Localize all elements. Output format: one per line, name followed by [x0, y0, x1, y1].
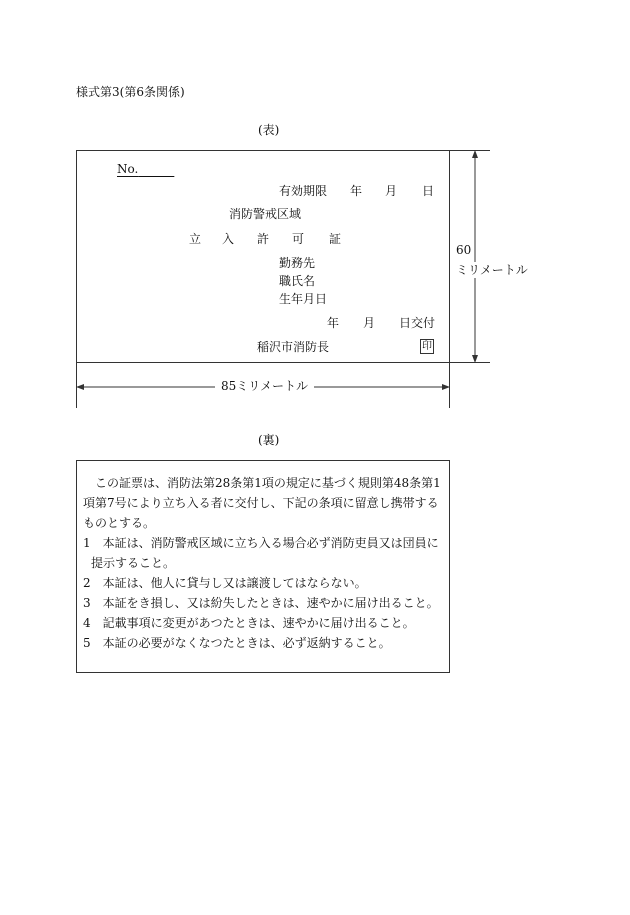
permit-title-char: 可 — [292, 232, 305, 246]
permit-title-char: 入 — [222, 232, 235, 246]
back-item: 3 本証をき損し、又は紛失したときは、速やかに届け出ること。 — [83, 596, 439, 610]
seal-mark: 印 — [422, 341, 432, 352]
permit-title-char: 許 — [257, 232, 270, 246]
issue-year: 年 — [327, 316, 340, 330]
back-item: 2 本証は、他人に貸与し又は譲渡してはならない。 — [83, 576, 367, 590]
permit-card-front — [76, 150, 450, 363]
back-text-block — [83, 473, 445, 653]
permit-title-char: 証 — [329, 232, 342, 246]
validity-day: 日 — [422, 184, 435, 198]
zone-label: 消防警戒区域 — [229, 207, 302, 221]
height-value: 60 — [456, 243, 472, 257]
workplace-label: 勤務先 — [279, 256, 316, 270]
issue-month: 月 — [363, 316, 376, 330]
position-name-label: 職氏名 — [279, 274, 316, 288]
back-item: 4 記載事項に変更があつたときは、速やかに届け出ること。 — [83, 616, 415, 630]
validity-month: 月 — [385, 184, 398, 198]
back-side-label: (裏) — [258, 433, 280, 447]
width-label: 85ミリメートル — [215, 380, 314, 392]
validity-year: 年 — [350, 184, 363, 198]
back-intro: この証票は、消防法第28条第1項の規定に基づく規則第48条第1項第7号により立ち入る者に交付し、下記の条項に留意し携帯するものとする。 — [83, 476, 441, 530]
validity-label: 有効期限 — [279, 184, 328, 198]
back-item: 5 本証の必要がなくなつたときは、必ず返納すること。 — [83, 636, 391, 650]
issue-day: 日交付 — [399, 316, 436, 330]
permit-title-char: 立 — [189, 232, 202, 246]
height-unit: ミリメートル — [456, 263, 528, 277]
form-title: 様式第3(第6条関係) — [76, 85, 185, 99]
back-item: 1 本証は、消防警戒区域に立ち入る場合必ず消防吏員又は団員に提示すること。 — [83, 536, 439, 570]
issuer-label: 稲沢市消防長 — [257, 340, 330, 354]
number-label: No. — [117, 162, 139, 176]
birth-date-label: 生年月日 — [279, 292, 328, 306]
permit-card-back — [76, 460, 450, 673]
front-side-label: (表) — [258, 123, 280, 137]
height-dimension-arrow — [470, 150, 480, 363]
